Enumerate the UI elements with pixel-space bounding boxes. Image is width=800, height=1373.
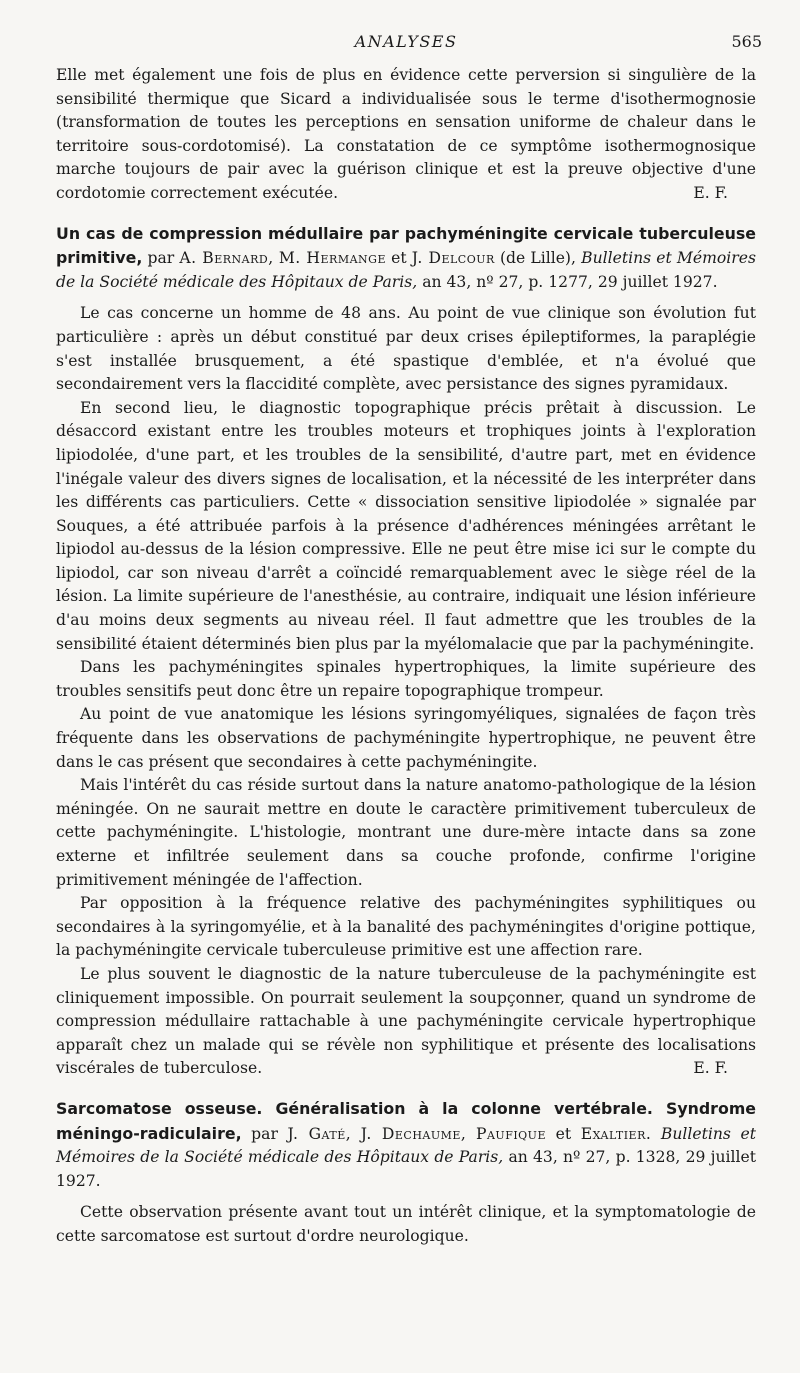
intro-section [56,64,756,206]
intro-signature: E. F. [693,183,728,202]
article-2-author-3: Paufique [475,1124,546,1143]
article-1-paragraph: Au point de vue anatomique les lésions syringomyéliques, signalées de façon très fréquente dans les observations de pachyméningite hypertrophique, ne peuvent être dans le cas présent que secondaires à cette pachyméningite. [56,705,756,771]
article-1-paragraph: Par opposition à la fréquence relative des pachyméningites syphilitiques ou secondaires à la syringomyélie, et à la banalité des pachyméningites d'origine pottique, la pachyméningite cervicale tuberculeuse primitive est une affection rare. [56,894,756,960]
article-1-paragraph: Mais l'intérêt du cas réside surtout dans la nature anatomo-pathologique de la lésion méningée. On ne saurait mettre en doute le caractère primitivement tuberculeux de cette pachyméningite. L'histologie, montrant une dure-mère intacte dans sa zone externe et infiltrée seulement dans sa couche profonde, confirme l'origine primitivement méningée de l'affection. [56,776,756,889]
intro-paragraph: Elle met également une fois de plus en évidence cette perversion si singulière de la sensibilité thermique que Sicard a individualisée sous le terme d'isothermognosie (transformation de toutes les perceptions en sensation uniforme de chaleur dans le territoire sous-cordotomisé). La constatation de ce symptôme isothermognosique marche toujours de pair avec la guérison clinique et est la preuve objective d'une cordotomie correctement exécutée. E. F. [56,64,756,206]
article-1-author-3: J. Delcour [411,249,495,268]
article-2-journal: Bulletins et Mémoires de la Société médicale des Hôpitaux de Paris, [56,1124,756,1167]
article-1-journal: Bulletins et Mémoires de la Société médicale des Hôpitaux de Paris, [56,249,756,291]
article-1-heading: Un cas de compression médullaire par pachyméningite cervicale tuberculeuse primitive, par A. Bernard, M. Hermange et J. Delcour (de Lille), Bulletins et Mémoires de la Société médicale des Hôpitaux de Paris, an 43, nº 27, p. 1277, 29 juillet 1927. [56,223,756,291]
article-2-heading: Sarcomatose osseuse. Généralisation à la colonne vertébrale. Syndrome méningo-radiculaire, par J. Gaté, J. Dechaume, Paufique et Exaltier. Bulletins et Mémoires de la Société médicale des Hôpitaux de Paris, an 43, nº 27, p. 1328, 29 juillet 1927. [56,1098,756,1190]
page-number: 565 [731,32,762,51]
section-title: ANALYSES [354,32,458,51]
article-2-author-2: J. Dechaume, [360,1124,467,1143]
article-2-citation: an 43, nº 27, p. 1328, 29 juillet 1927. [56,1148,756,1190]
article-1-paragraph: En second lieu, le diagnostic topographique précis prêtait à discussion. Le désaccord existant entre les troubles moteurs et trophiques joints à l'exploration lipiodolée, d'une part, et les troubles de la sensibilité, d'autre part, met en évidence l'inégale valeur des divers signes de localisation, et la nécessité de les interpréter dans les différents cas particuliers. Cette « dissociation sensitive lipiodolée » signalée par Souques, a été attribuée parfois à la présence d'adhérences méningées arrêtant le lipiodol au-dessus de la lésion compressive. Elle ne peut être mise ici sur le compte du lipiodol, car son niveau d'arrêt a coïncidé remarquablement avec le siège réel de la lésion. La limite supérieure de l'anesthésie, au contraire, indiquait une lésion inférieure d'au moins deux segments au niveau réel. Il faut admettre que les troubles de la sensibilité étaient déterminés bien plus par la myélomalacie que par la pachyméningite. [56,398,756,653]
article-2-author-4: Exaltier. [580,1124,652,1143]
article-1-citation: an 43, nº 27, p. 1277, 29 juillet 1927. [422,272,718,291]
article-2-title: Sarcomatose osseuse. Généralisation à la colonne vertébrale. Syndrome méningo-radiculaire, [56,1098,756,1143]
article-2-author-1: J. Gaté, [287,1124,352,1143]
article-2-paragraph: Cette observation présente avant tout un intérêt clinique, et la symptomatologie de cette sarcomatose est surtout d'ordre neurologique. [56,1203,756,1245]
article-1-author-1: A. Bernard, [179,249,274,268]
article-1-author-2: M. Hermange [278,249,386,268]
article-1-body [56,302,756,1081]
article-1-last-paragraph: Le plus souvent le diagnostic de la nature tuberculeuse de la pachyméningite est cliniquement impossible. On pourrait seulement la soupçonner, quand un syndrome de compression médullaire rattachable à une pachyméningite cervicale hypertrophique apparaît chez un malade qui se révèle non syphilitique et présente des localisations viscérales de tuberculose. E. F. [56,963,756,1081]
article-1-affiliation: (de Lille), [499,249,576,268]
article-1-paragraph: Dans les pachyméningites spinales hypertrophiques, la limite supérieure des troubles sensitifs peut donc être un repaire topographique trompeur. [56,658,756,700]
article-1-paragraph: Le cas concerne un homme de 48 ans. Au point de vue clinique son évolution fut particulière : après un début constitué par deux crises épileptiformes, la paraplégie s'est installée brusquement, a été spastique d'emblée, et n'a évolué que secondairement vers la flaccidité complète, avec persistance des signes pyramidaux. [56,304,756,394]
article-1-signature: E. F. [693,1059,728,1078]
article-2-body [56,1201,756,1248]
article-1-title: Un cas de compression médullaire par pachyméningite cervicale tuberculeuse primitive, [56,223,756,268]
running-header [56,26,762,60]
